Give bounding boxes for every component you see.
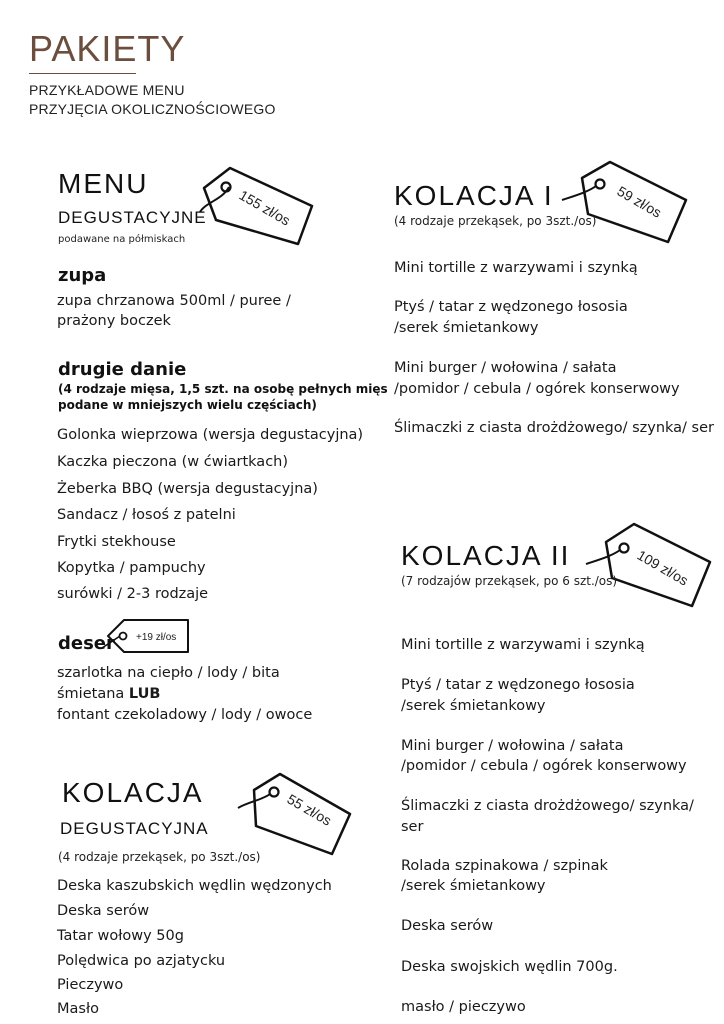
kolacja2-item: Rolada szpinakowa / szpinak: [401, 858, 608, 874]
kolacja2-title: KOLACJA II: [401, 540, 571, 571]
kolacja2-note: (7 rodzajów przekąsek, po 6 szt./os): [401, 574, 618, 588]
subtitle-line-2: PRZYJĘCIA OKOLICZNOŚCIOWEGO: [29, 101, 276, 117]
drugie-item: Żeberka BBQ (wersja degustacyjna): [57, 481, 318, 497]
menu-subtitle: DEGUSTACYJNE: [58, 208, 207, 227]
drugie-item: Kaczka pieczona (w ćwiartkach): [57, 454, 289, 470]
price-tag-kolacja1-text: 59 zł/os: [614, 182, 665, 221]
drugie-item: Sandacz / łosoś z patelni: [57, 507, 236, 523]
kolacja-deg-item: Deska kaszubskich wędlin wędzonych: [57, 878, 332, 894]
kolacja2-item: /pomidor / cebula / ogórek konserwowy: [401, 758, 687, 774]
kolacja1-note: (4 rodzaje przekąsek, po 3szt./os): [394, 214, 597, 228]
price-tag-kolacja2-text: 109 zł/os: [634, 546, 692, 589]
price-tag-kolacja1: [560, 158, 690, 250]
kolacja2-item: Mini tortille z warzywami i szynką: [401, 637, 645, 653]
kolacja-deg-note: (4 rodzaje przekąsek, po 3szt./os): [58, 850, 261, 864]
kolacja1-item: Mini tortille z warzywami i szynką: [394, 260, 638, 276]
kolacja2-item: Deska swojskich wędlin 700g.: [401, 959, 618, 975]
kolacja-deg-item: Tatar wołowy 50g: [57, 928, 184, 944]
kolacja-deg-item: Polędwica po azjatycku: [57, 953, 226, 969]
kolacja2-item: Mini burger / wołowina / sałata: [401, 738, 624, 754]
drugie-note-1: (4 rodzaje mięsa, 1,5 szt. na osobę pełnych mięs: [58, 382, 388, 396]
kolacja-deg-subtitle: DEGUSTACYJNA: [60, 819, 209, 838]
kolacja2-item: /serek śmietankowy: [401, 878, 546, 894]
subtitle-line-1: PRZYKŁADOWE MENU: [29, 82, 185, 98]
kolacja1-item: Ptyś / tatar z wędzonego łososia: [394, 299, 628, 315]
drugie-item: surówki / 2-3 rodzaje: [57, 586, 209, 602]
kolacja-deg-item: Masło: [57, 1001, 99, 1017]
kolacja-deg-title: KOLACJA: [62, 777, 204, 808]
page-title: PAKIETY: [29, 28, 186, 69]
drugie-note-2: podane w mniejszych wielu częściach): [58, 398, 317, 412]
kolacja1-item: Ślimaczki z ciasta drożdżowego/ szynka/ ser: [394, 420, 714, 436]
deser-line-3: fontant czekoladowy / lody / owoce: [57, 707, 313, 723]
kolacja1-item: /pomidor / cebula / ogórek konserwowy: [394, 381, 680, 397]
kolacja2-item: Ptyś / tatar z wędzonego łososia: [401, 677, 635, 693]
kolacja1-item: /serek śmietankowy: [394, 320, 539, 336]
kolacja2-item: Deska serów: [401, 918, 494, 934]
price-tag-deser-text: +19 zł/os: [136, 632, 177, 643]
kolacja-deg-item: Pieczywo: [57, 977, 124, 993]
kolacja2-item: Ślimaczki z ciasta drożdżowego/ szynka/: [401, 798, 694, 814]
kolacja2-item: /serek śmietankowy: [401, 698, 546, 714]
drugie-item: Frytki stekhouse: [57, 534, 176, 550]
title-divider: [29, 73, 136, 74]
deser-heading: deser: [58, 633, 115, 654]
price-tag-menu: [196, 160, 318, 250]
kolacja1-item: Mini burger / wołowina / sałata: [394, 360, 617, 376]
price-tag-kolacja-deg-text: 55 zł/os: [284, 790, 335, 829]
deser-line-1: szarlotka na ciepło / lody / bita: [57, 665, 280, 681]
price-tag-kolacja2: [584, 520, 714, 612]
deser-line-2-text: śmietana: [57, 686, 129, 702]
drugie-item: Kopytka / pampuchy: [57, 560, 206, 576]
kolacja-deg-item: Deska serów: [57, 903, 150, 919]
kolacja1-title: KOLACJA I: [394, 180, 554, 211]
drugie-heading: drugie danie: [58, 359, 187, 380]
kolacja2-item: masło / pieczywo: [401, 999, 526, 1015]
price-tag-menu-text: 155 zł/os: [236, 186, 294, 229]
deser-line-2: [57, 684, 160, 704]
price-tag-kolacja-deg: [232, 770, 354, 860]
zupa-line-2: prażony boczek: [57, 313, 171, 329]
deser-lub: LUB: [128, 686, 161, 702]
menu-note: podawane na półmiskach: [58, 234, 186, 245]
kolacja2-item: ser: [401, 819, 424, 835]
menu-title: MENU: [58, 168, 149, 199]
drugie-item: Golonka wieprzowa (wersja degustacyjna): [57, 427, 364, 443]
zupa-line-1: zupa chrzanowa 500ml / puree /: [57, 293, 291, 309]
price-tag-deser: [100, 614, 192, 656]
zupa-heading: zupa: [58, 265, 107, 286]
